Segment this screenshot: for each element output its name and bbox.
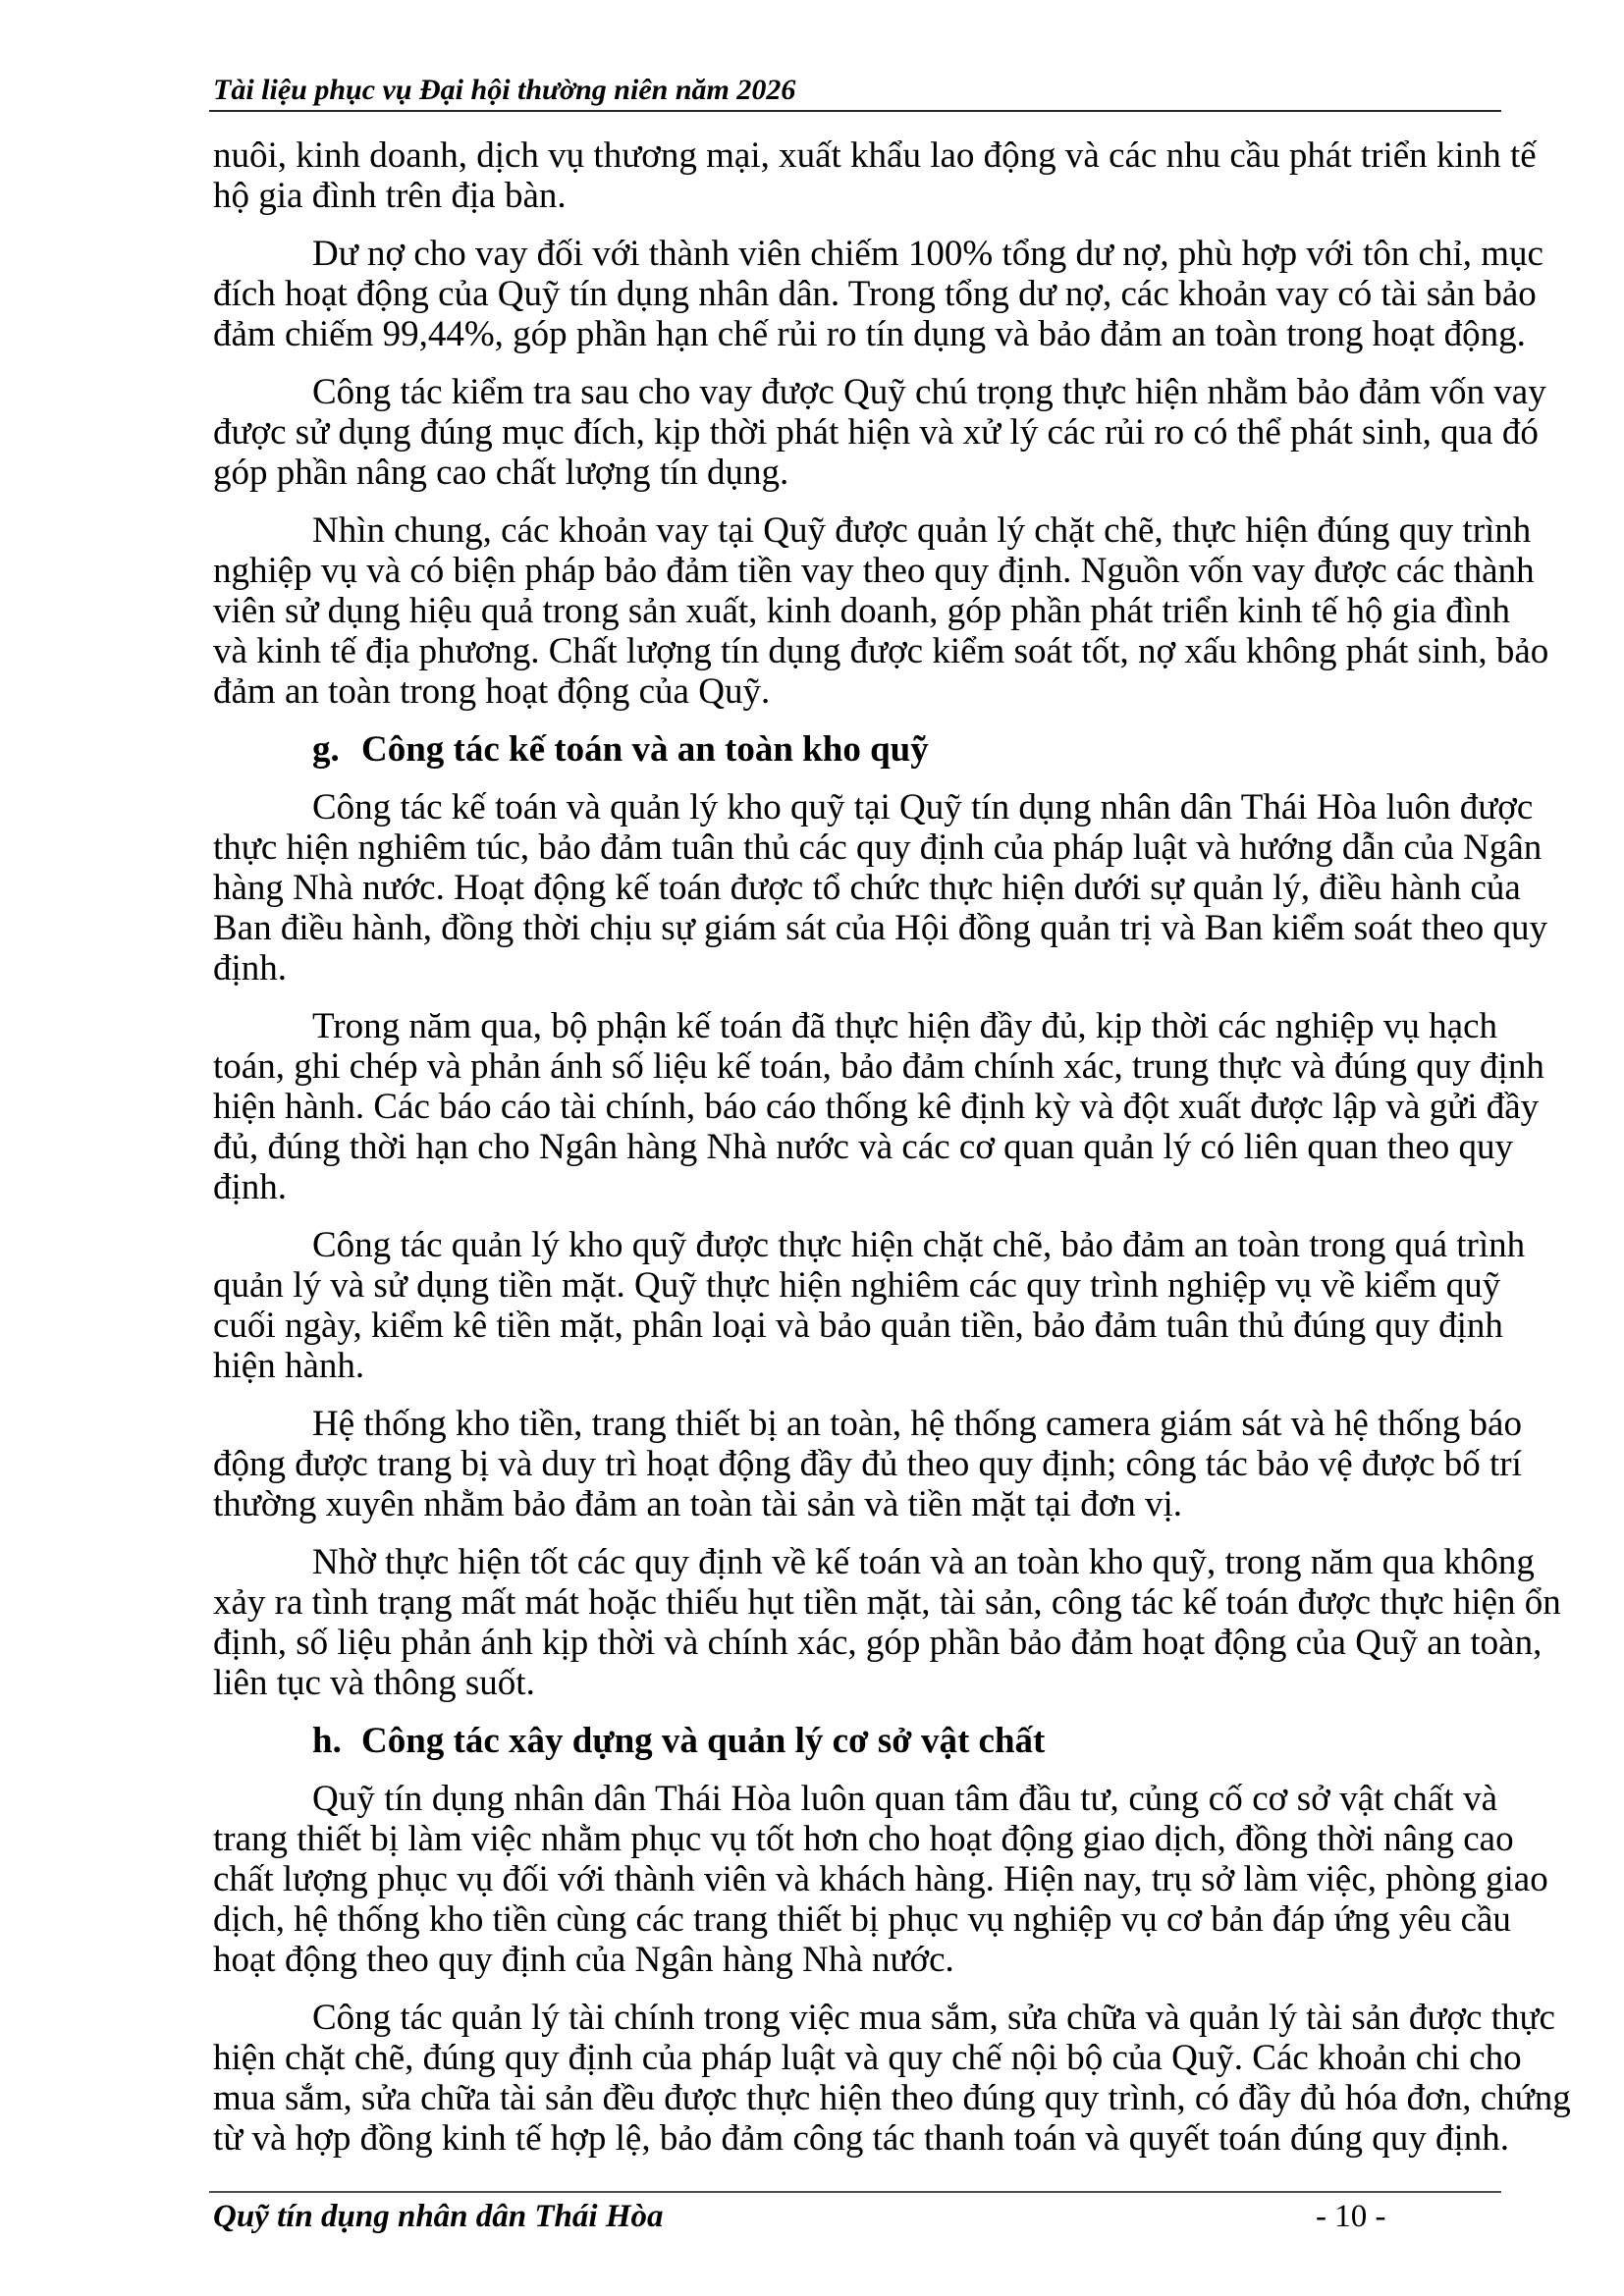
section-heading bbox=[213, 729, 1497, 770]
paragraph-line: hiện hành. Các báo cáo tài chính, báo cáo thống kê định kỳ và đột xuất được lập và gửi đầy bbox=[213, 1087, 1540, 1127]
paragraph-line: đích hoạt động của Quỹ tín dụng nhân dân. Trong tổng dư nợ, các khoản vay có tài sản bảo bbox=[213, 274, 1537, 314]
paragraph-line: Trong năm qua, bộ phận kế toán đã thực hiện đầy đủ, kịp thời các nghiệp vụ hạch bbox=[312, 1006, 1497, 1046]
paragraph-line: cuối ngày, kiểm kê tiền mặt, phân loại và bảo quản tiền, bảo đảm tuân thủ đúng quy định bbox=[213, 1306, 1503, 1346]
paragraph bbox=[213, 1779, 1548, 1980]
page-number: - 10 - bbox=[1316, 2199, 1386, 2234]
paragraph-line: định. bbox=[213, 948, 288, 988]
paragraph bbox=[213, 1225, 1526, 1386]
paragraph-line: trang thiết bị làm việc nhằm phục vụ tốt hơn cho hoạt động giao dịch, đồng thời nâng cao bbox=[213, 1819, 1514, 1859]
section-heading bbox=[213, 1721, 1497, 1761]
paragraph-line: Công tác quản lý kho quỹ được thực hiện chặt chẽ, bảo đảm an toàn trong quá trình bbox=[312, 1225, 1526, 1265]
paragraph-line: nuôi, kinh doanh, dịch vụ thương mại, xuất khẩu lao động và các nhu cầu phát triển kinh tế bbox=[213, 135, 1537, 176]
paragraph-line: Công tác kiểm tra sau cho vay được Quỹ chú trọng thực hiện nhằm bảo đảm vốn vay bbox=[312, 372, 1546, 412]
paragraph bbox=[213, 510, 1549, 712]
paragraph-line: Ban điều hành, đồng thời chịu sự giám sát của Hội đồng quản trị và Ban kiểm soát theo quy bbox=[213, 908, 1548, 948]
paragraph-line: đủ, đúng thời hạn cho Ngân hàng Nhà nước và các cơ quan quản lý có liên quan theo quy bbox=[213, 1127, 1514, 1167]
paragraph-line: thực hiện nghiêm túc, bảo đảm tuân thủ các quy định của pháp luật và hướng dẫn của Ngân bbox=[213, 828, 1543, 868]
paragraph-line: góp phần nâng cao chất lượng tín dụng. bbox=[213, 453, 789, 493]
paragraph-line: mua sắm, sửa chữa tài sản đều được thực hiện theo đúng quy trình, có đầy đủ hóa đơn, chứng bbox=[213, 2078, 1571, 2118]
section-heading-text: Công tác xây dựng và quản lý cơ sở vật chất bbox=[361, 1721, 1046, 1761]
section-heading-text: Công tác kế toán và an toàn kho quỹ bbox=[361, 729, 929, 770]
running-header: Tài liệu phục vụ Đại hội thường niên năm 2026 bbox=[213, 74, 796, 106]
section-heading-label: g. bbox=[312, 729, 340, 770]
paragraph-line: từ và hợp đồng kinh tế hợp lệ, bảo đảm công tác thanh toán và quyết toán đúng quy định. bbox=[213, 2118, 1510, 2159]
paragraph bbox=[213, 1542, 1561, 1703]
paragraph-line: hoạt động theo quy định của Ngân hàng Nhà nước. bbox=[213, 1940, 954, 1980]
document-body bbox=[213, 135, 1571, 2159]
paragraph-line: và kinh tế địa phương. Chất lượng tín dụng được kiểm soát tốt, nợ xấu không phát sinh, bảo bbox=[213, 631, 1549, 671]
paragraph-line: hàng Nhà nước. Hoạt động kế toán được tổ chức thực hiện dưới sự quản lý, điều hành của bbox=[213, 868, 1521, 908]
paragraph-line: Công tác kế toán và quản lý kho quỹ tại Quỹ tín dụng nhân dân Thái Hòa luôn được bbox=[312, 787, 1534, 828]
paragraph-line: quản lý và sử dụng tiền mặt. Quỹ thực hiện nghiêm các quy trình nghiệp vụ về kiểm quỹ bbox=[213, 1265, 1501, 1306]
paragraph bbox=[213, 1998, 1571, 2159]
paragraph-line: định, số liệu phản ánh kịp thời và chính xác, góp phần bảo đảm hoạt động của Quỹ an toàn, bbox=[213, 1623, 1543, 1663]
paragraph-line: toán, ghi chép và phản ánh số liệu kế toán, bảo đảm chính xác, trung thực và đúng quy định bbox=[213, 1046, 1544, 1087]
paragraph bbox=[213, 787, 1548, 988]
paragraph-line: định. bbox=[213, 1167, 288, 1207]
paragraph-line: đảm chiếm 99,44%, góp phần hạn chế rủi ro tín dụng và bảo đảm an toàn trong hoạt động. bbox=[213, 314, 1526, 354]
paragraph bbox=[213, 1006, 1544, 1207]
paragraph-line: Nhìn chung, các khoản vay tại Quỹ được quản lý chặt chẽ, thực hiện đúng quy trình bbox=[312, 510, 1532, 551]
paragraph bbox=[213, 1404, 1522, 1524]
footer-organization: Quỹ tín dụng nhân dân Thái Hòa bbox=[213, 2199, 664, 2234]
paragraph-line: hộ gia đình trên địa bàn. bbox=[213, 176, 567, 216]
paragraph bbox=[213, 372, 1546, 493]
paragraph-line: Công tác quản lý tài chính trong việc mua sắm, sửa chữa và quản lý tài sản được thực bbox=[312, 1998, 1555, 2038]
paragraph-line: đảm an toàn trong hoạt động của Quỹ. bbox=[213, 671, 771, 712]
paragraph-line: được sử dụng đúng mục đích, kịp thời phát hiện và xử lý các rủi ro có thể phát sinh, qua đó bbox=[213, 412, 1539, 453]
header-rule bbox=[209, 110, 1501, 112]
paragraph-line: Dư nợ cho vay đối với thành viên chiếm 100% tổng dư nợ, phù hợp với tôn chỉ, mục bbox=[312, 234, 1543, 274]
section-heading-line bbox=[213, 1721, 1497, 1761]
paragraph-line: dịch, hệ thống kho tiền cùng các trang thiết bị phục vụ nghiệp vụ cơ bản đáp ứng yêu cầu bbox=[213, 1899, 1511, 1940]
section-heading-label: h. bbox=[312, 1721, 342, 1761]
paragraph-line: thường xuyên nhằm bảo đảm an toàn tài sản và tiền mặt tại đơn vị. bbox=[213, 1484, 1183, 1524]
paragraph-line: Quỹ tín dụng nhân dân Thái Hòa luôn quan tâm đầu tư, củng cố cơ sở vật chất và bbox=[312, 1779, 1497, 1819]
paragraph-line: nghiệp vụ và có biện pháp bảo đảm tiền vay theo quy định. Nguồn vốn vay được các thành bbox=[213, 551, 1535, 591]
paragraph bbox=[213, 135, 1537, 216]
footer-rule bbox=[209, 2191, 1501, 2193]
paragraph-line: xảy ra tình trạng mất mát hoặc thiếu hụt tiền mặt, tài sản, công tác kế toán được thực hiện ổn bbox=[213, 1582, 1561, 1623]
paragraph-line: viên sử dụng hiệu quả trong sản xuất, kinh doanh, góp phần phát triển kinh tế hộ gia đình bbox=[213, 591, 1510, 631]
paragraph-line: hiện chặt chẽ, đúng quy định của pháp luật và quy chế nội bộ của Quỹ. Các khoản chi cho bbox=[213, 2038, 1522, 2078]
paragraph-line: hiện hành. bbox=[213, 1346, 365, 1386]
paragraph bbox=[213, 234, 1543, 354]
section-heading-line bbox=[213, 729, 1497, 770]
paragraph-line: liên tục và thông suốt. bbox=[213, 1663, 535, 1703]
paragraph-line: động được trang bị và duy trì hoạt động đầy đủ theo quy định; công tác bảo vệ được bố trí bbox=[213, 1444, 1522, 1484]
paragraph-line: chất lượng phục vụ đối với thành viên và khách hàng. Hiện nay, trụ sở làm việc, phòng giao bbox=[213, 1859, 1548, 1899]
paragraph-line: Hệ thống kho tiền, trang thiết bị an toàn, hệ thống camera giám sát và hệ thống báo bbox=[312, 1404, 1522, 1444]
paragraph-line: Nhờ thực hiện tốt các quy định về kế toán và an toàn kho quỹ, trong năm qua không bbox=[312, 1542, 1535, 1582]
